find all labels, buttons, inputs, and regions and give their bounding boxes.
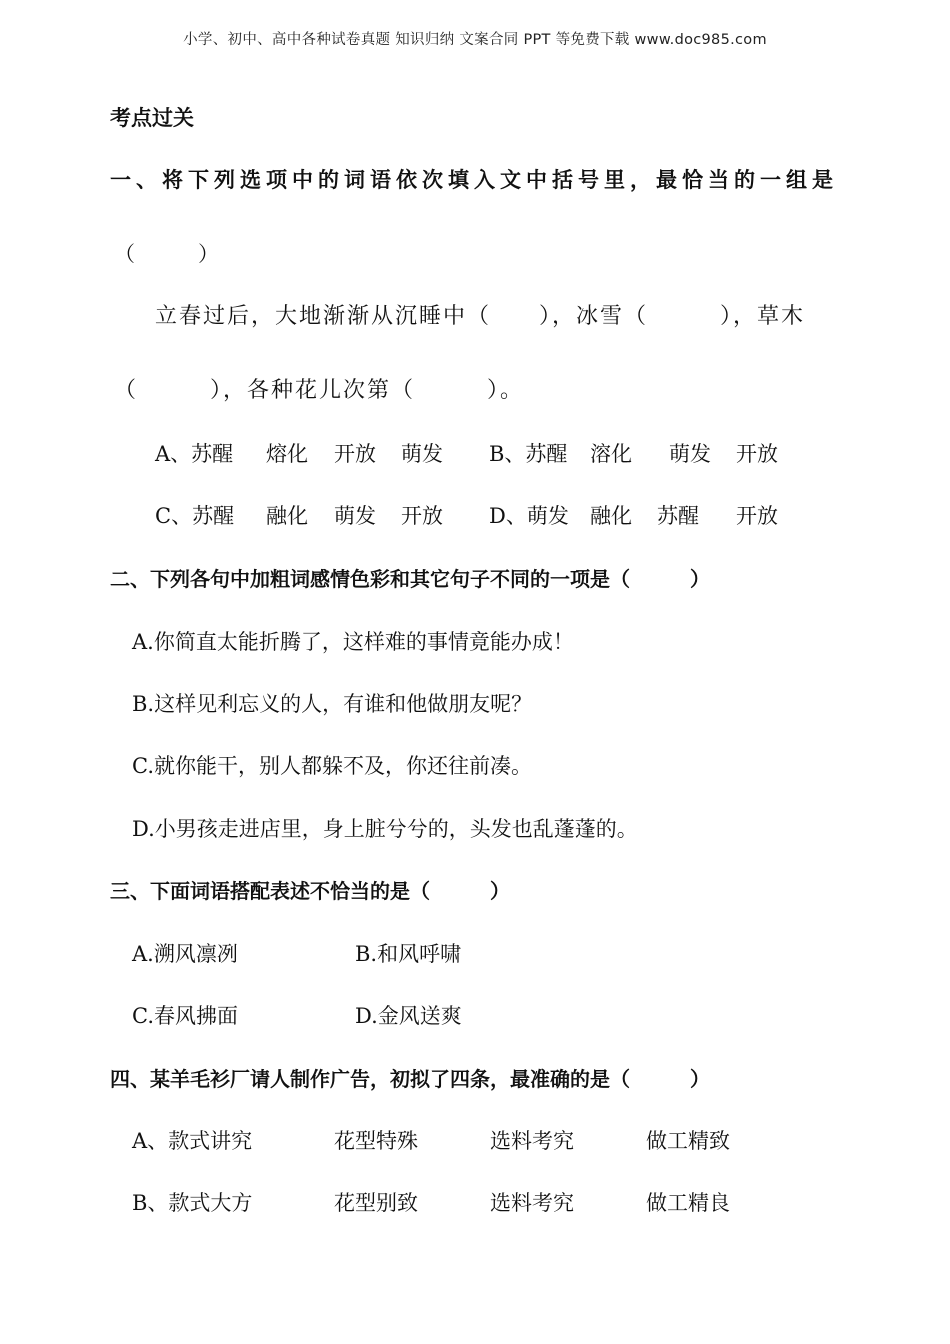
q4-option-b-phrase1: B、款式大方 xyxy=(132,1191,253,1215)
q4-option-a-phrase1: A、款式讲究 xyxy=(132,1129,253,1153)
q1-option-b-word3: 萌发 xyxy=(669,442,711,466)
q1-option-d-word1: D、萌发 xyxy=(489,504,569,528)
q2-option-b: B.这样见利忘义的人，有谁和他做朋友呢？ xyxy=(132,692,533,716)
q3-stem: 三、下面词语搭配表述不恰当的是（ ） xyxy=(110,879,510,903)
q1-stem: 一、将下列选项中的词语依次填入文中括号里，最恰当的一组是 xyxy=(110,168,838,192)
q1-option-c-word1: C、苏醒 xyxy=(155,504,235,528)
q3-option-d: D.金风送爽 xyxy=(355,1004,462,1028)
q4-option-b-phrase4: 做工精良 xyxy=(646,1191,730,1215)
q3-option-c: C.春风拂面 xyxy=(132,1004,238,1028)
q1-option-b-word2: 溶化 xyxy=(590,442,632,466)
q1-option-c-word2: 融化 xyxy=(266,504,308,528)
q1-option-a-word1: A、苏醒 xyxy=(155,442,234,466)
q2-option-a: A.你简直太能折腾了，这样难的事情竟能办成！ xyxy=(132,630,574,654)
q1-option-d-word3: 苏醒 xyxy=(657,504,699,528)
q1-option-a-word4: 萌发 xyxy=(401,442,443,466)
q2-stem: 二、下列各句中加粗词感情色彩和其它句子不同的一项是（ ） xyxy=(110,567,710,591)
q4-stem: 四、某羊毛衫厂请人制作广告，初拟了四条，最准确的是（ ） xyxy=(110,1067,710,1091)
q1-option-a-word3: 开放 xyxy=(334,442,376,466)
q1-option-a-word2: 熔化 xyxy=(266,442,308,466)
q1-option-b-word4: 开放 xyxy=(736,442,778,466)
q4-option-a-phrase4: 做工精致 xyxy=(646,1129,730,1153)
q1-option-b-word1: B、苏醒 xyxy=(489,442,568,466)
q1-option-d-word4: 开放 xyxy=(736,504,778,528)
section-title: 考点过关 xyxy=(110,106,194,130)
q2-option-d: D.小男孩走进店里，身上脏兮兮的，头发也乱蓬蓬的。 xyxy=(132,817,638,841)
q4-option-b-phrase2: 花型别致 xyxy=(334,1191,418,1215)
q1-passage-line1: 立春过后，大地渐渐从沉睡中（ ），冰雪（ ），草木 xyxy=(155,304,806,329)
q4-option-b-phrase3: 选料考究 xyxy=(490,1191,574,1215)
page-header: 小学、初中、高中各种试卷真题 知识归纳 文案合同 PPT 等免费下载 www.doc985.com xyxy=(183,32,767,48)
q1-answer-paren: （ ） xyxy=(114,242,219,266)
q4-option-a-phrase2: 花型特殊 xyxy=(334,1129,418,1153)
q1-option-d-word2: 融化 xyxy=(590,504,632,528)
q3-option-a: A.溯风凛冽 xyxy=(132,942,238,966)
q3-option-b: B.和风呼啸 xyxy=(355,942,462,966)
q1-option-c-word3: 萌发 xyxy=(334,504,376,528)
q1-passage-line2: （ ），各种花儿次第（ ）。 xyxy=(114,378,525,403)
q4-option-a-phrase3: 选料考究 xyxy=(490,1129,574,1153)
q2-option-c: C.就你能干，别人都躲不及，你还往前凑。 xyxy=(132,754,532,778)
q1-option-c-word4: 开放 xyxy=(401,504,443,528)
